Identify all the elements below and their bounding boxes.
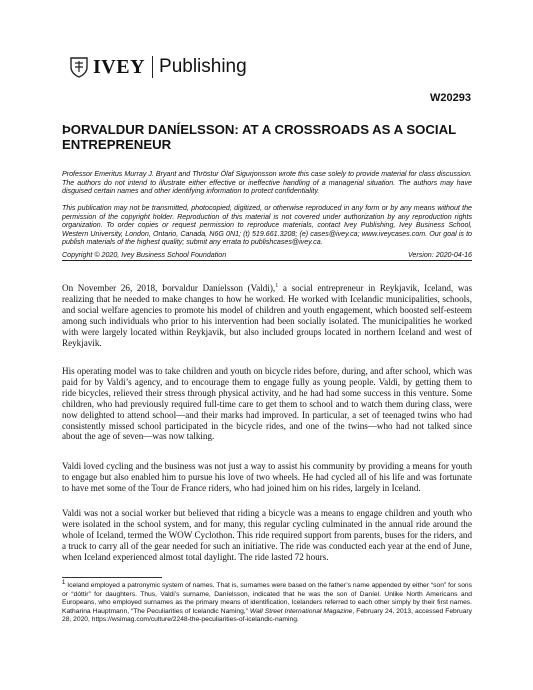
header-divider — [62, 260, 472, 261]
case-title — [62, 122, 472, 152]
case-number: W20293 — [430, 92, 471, 104]
footnote-text: Iceland employed a patronymic system of names. That is, surnames were based on the father’s name appended by either “son” for sons or “dóttir” for daughters. Thus, Valdi’s surname, Daníelsson, indicated that he was the son of Daníel. Unlike North Americans and Europeans, who employed surnames as the primary means of identification, Icelanders referred to each other simply by their first names. Katharina Hauptmann, “The Peculiarities of Icelandic Naming,” — [62, 582, 472, 615]
paragraph-1 — [62, 283, 472, 348]
authors-note: Professor Emeritus Murray J. Bryant and Thröstur Ólaf Sigurjonsson wrote this case solely to provide material for class discussion. The authors do not intend to illustrate either effective or ineffective handling of a managerial situation. The authors may have disguised certain names and other identifying information to protect confidentiality. — [62, 170, 472, 196]
footnote-ref-1: 1 — [275, 282, 279, 289]
permission-note: This publication may not be transmitted, photocopied, digitized, or otherwise reproduced in any form or by any means without the permission of the copyright holder. Reproduction of this material is not covered under authorization by any reproduction rights organization. To order copies or request permission to reproduce materials, contact Ivey Publishing, Ivey Business School, Western University, London, Ontario, Canada, N6G 0N1; (t) 519.661.3208; (e) cases@ivey.ca; www.iveycases.com. Our goal is to publish materials of the highest quality; submit any errata to publishcases@ivey.ca. — [62, 204, 472, 247]
case-title-line-2: ENTREPRENEUR — [62, 137, 172, 152]
paragraph-1-start: On November 26, 2018, Þorvaldur Daníelsson (Valdi), — [62, 283, 276, 293]
case-title-line-1: ÞORVALDUR DANÍELSSON: AT A CROSSROADS AS A SOCIAL — [62, 122, 457, 137]
crest-icon — [69, 56, 89, 78]
logo-divider — [152, 56, 153, 78]
footnote-1 — [62, 579, 472, 625]
paragraph-2: His operating model was to take children and youth on bicycle rides before, during, and after school, which was paid for by Valdi’s agency, and to encourage them to engage fully as young people. Valdi, by getting them to ride bicycles, relieved their stress through physical activity, and he had had some success in this venture. Some children, who had previously required full-time care to get them to school and to watch them during class, were now delighted to attend school—and their marks had improved. In particular, a set of teenaged twins who had consistently missed school participated in the bicycle rides, and one of the twins—who had not talked since about the age of seven—was now talking. — [62, 366, 472, 442]
paragraph-3: Valdi loved cycling and the business was not just a way to assist his community by providing a means for youth to engage but also enabled him to pursue his love of two wheels. He had cycled all of his life and was fortunate to have met some of the Tour de France riders, who had joined him on his rides, largely in Iceland. — [62, 461, 472, 493]
paragraph-4: Valdi was not a social worker but believed that riding a bicycle was a means to engage children and youth who were isolated in the school system, and for many, this regular cycling culminated in the annual ride around the whole of Iceland, termed the WOW Cyclothon. This ride required support from parents, buses for the riders, and a truck to carry all of the gear needed for such an initiative. The ride was conducted each year at the end of June, when Iceland experienced almost total daylight. The ride lasted 72 hours. — [62, 508, 472, 562]
copyright-row — [62, 251, 472, 260]
copyright-text: Copyright © 2020, Ivey Business School Foundation — [62, 251, 227, 259]
publisher-name: Publishing — [159, 56, 247, 77]
footnote-divider — [62, 577, 162, 578]
footnote-journal: Wall Street International Magazine — [249, 607, 353, 615]
brand-name: IVEY — [93, 55, 146, 78]
footnote-citation: , February 24, 2013, accessed February 28, 2020, https://wsimag.com/culture/2248-the-peculiarities-of-icelandic-naming. — [62, 607, 472, 623]
version-text: Version: 2020-04-16 — [407, 251, 472, 259]
paragraph-1-rest: a social entrepreneur in Reykjavik, Iceland, was realizing that he needed to make changes to how he worked. He worked with Icelandic municipalities, schools, and social welfare agencies to promote his model of children and youth engagement, which boosted self-esteem among such individuals who prior to his intervention had been socially isolated. The municipalities he worked with were largely located within Reykjavik, but also included groups located in northern Iceland and west of Reykjavik. — [62, 283, 473, 348]
footnote-number: 1 — [62, 579, 66, 586]
ivey-publishing-logo — [69, 54, 247, 80]
